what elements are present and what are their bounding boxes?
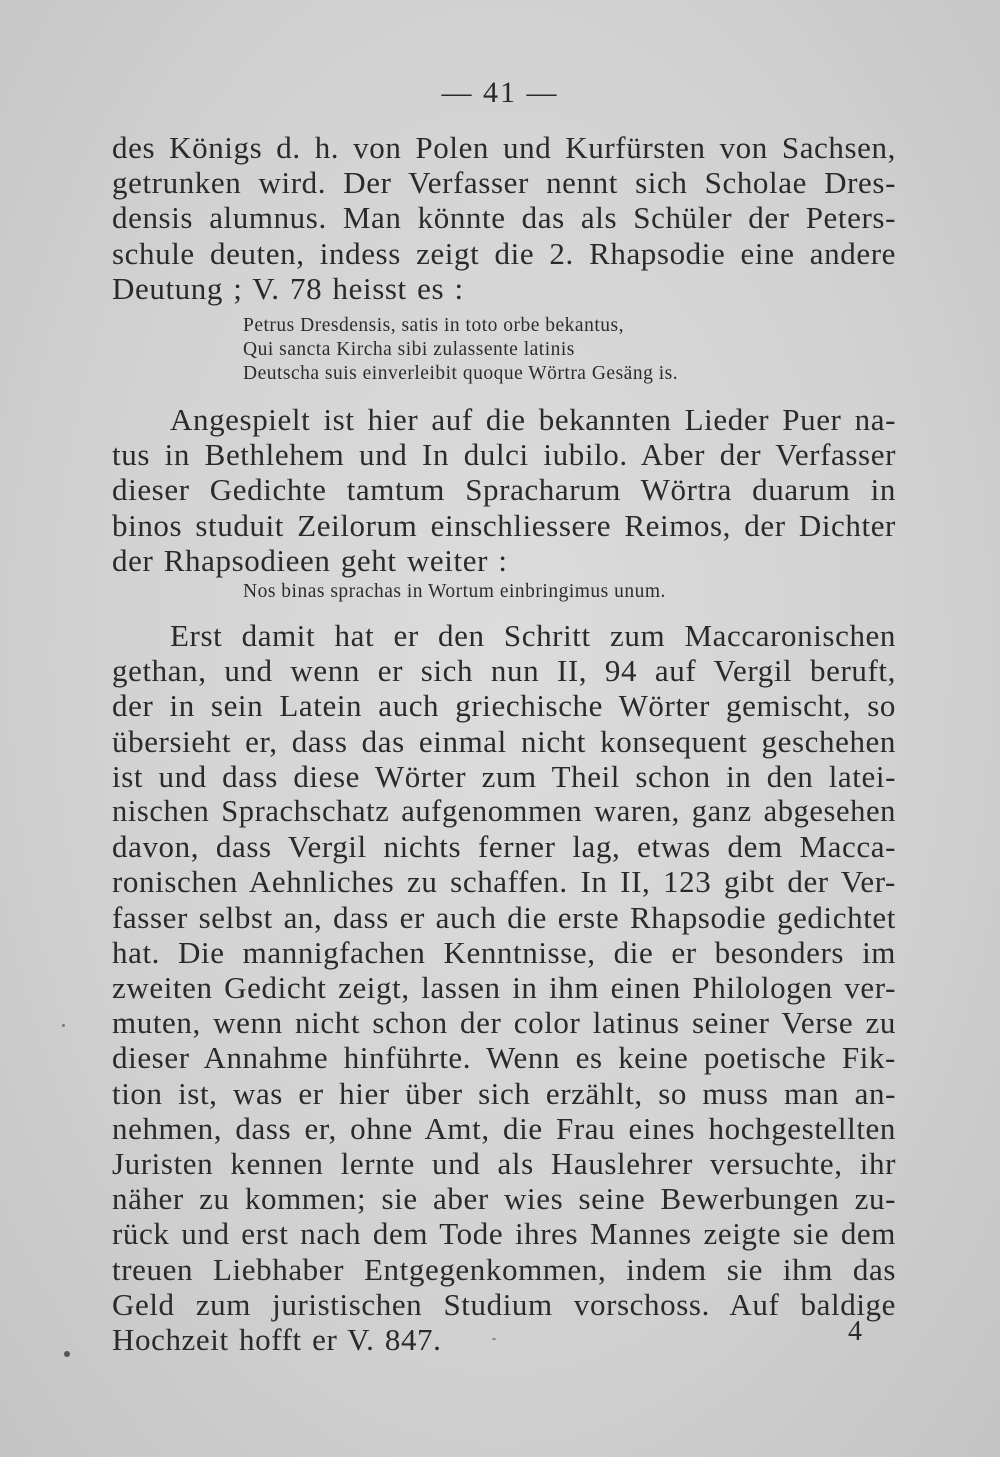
- verse-line: Petrus Dresdensis, satis in toto orbe bekantus,: [243, 315, 624, 336]
- text-line: zweiten Gedicht zeigt, lassen in ihm einen Philologen ver-: [112, 970, 896, 1006]
- verse-line: Qui sancta Kircha sibi zulassente latinis: [243, 339, 575, 360]
- text-line: schule deuten, indess zeigt die 2. Rhapsodie eine andere: [112, 235, 896, 271]
- text-line: Geld zum juristischen Studium vorschoss. Auf baldige: [112, 1286, 896, 1322]
- text-line: gethan, und wenn er sich nun II, 94 auf Vergil beruft,: [112, 653, 896, 689]
- text-line: näher zu kommen; sie aber wies seine Bewerbungen zu-: [112, 1181, 896, 1217]
- text-line: densis alumnus. Man könnte das als Schüler der Peters-: [112, 200, 896, 236]
- text-line: dieser Gedichte tamtum Spracharum Wörtra duarum in: [112, 472, 896, 508]
- text-line: Erst damit hat er den Schritt zum Maccaronischen: [170, 618, 896, 653]
- paragraph-2: [112, 402, 896, 578]
- text-line: der Rhapsodieen geht weiter :: [112, 542, 508, 578]
- paragraph-3: [112, 618, 896, 1357]
- verse-line: Nos binas sprachas in Wortum einbringimus unum.: [243, 581, 666, 602]
- text-line: fasser selbst an, dass er auch die erste Rhapsodie gedichtet: [112, 899, 896, 935]
- text-line: nischen Sprachschatz aufgenommen waren, ganz abgesehen: [112, 794, 896, 829]
- text-line: Deutung ; V. 78 heisst es :: [112, 270, 464, 306]
- text-line: des Königs d. h. von Polen und Kurfürsten von Sachsen,: [112, 130, 896, 165]
- text-line: muten, wenn nicht schon der color latinus seiner Verse zu: [112, 1005, 896, 1041]
- signature-mark: 4: [848, 1316, 862, 1347]
- text-line: treuen Liebhaber Entgegenkommen, indem sie ihm das: [112, 1251, 896, 1287]
- text-line: nehmen, dass er, ohne Amt, die Frau eines hochgestellten: [112, 1110, 896, 1146]
- text-line: Angespielt ist hier auf die bekannten Lieder Puer na-: [170, 402, 896, 437]
- paper-speck: [62, 1024, 65, 1027]
- paragraph-1: [112, 130, 896, 306]
- verse-quote-2: [243, 580, 803, 604]
- text-line: der in sein Latein auch griechische Wörter gemischt, so: [112, 688, 896, 724]
- text-line: binos studuit Zeilorum einschliessere Reimos, der Dichter: [112, 507, 896, 543]
- text-line: rück und erst nach dem Tode ihres Mannes zeigte sie dem: [112, 1216, 896, 1252]
- text-line: tion ist, was er hier über sich erzählt, so muss man an-: [112, 1075, 896, 1111]
- text-line: dieser Annahme hinführte. Wenn es keine poetische Fik-: [112, 1040, 896, 1076]
- text-line: davon, dass Vergil nichts ferner lag, etwas dem Macca-: [112, 829, 896, 865]
- paper-speck: [492, 1338, 496, 1340]
- page-number: — 41 —: [441, 76, 559, 109]
- text-line: Hochzeit hofft er V. 847.: [112, 1322, 442, 1358]
- verse-quote-1: [243, 314, 803, 386]
- text-line: ronischen Aehnliches zu schaffen. In II, 123 gibt der Ver-: [112, 864, 896, 900]
- text-line: ist und dass diese Wörter zum Theil schon in den latei-: [112, 758, 896, 794]
- verse-line: Deutscha suis einverleibit quoque Wörtra Gesäng is.: [243, 363, 679, 384]
- text-line: getrunken wird. Der Verfasser nennt sich Scholae Dres-: [112, 165, 896, 201]
- text-line: Juristen kennen lernte und als Hauslehrer versuchte, ihr: [112, 1146, 896, 1182]
- text-line: übersieht er, dass das einmal nicht konsequent geschehen: [112, 723, 896, 759]
- text-line: tus in Bethlehem und In dulci iubilo. Aber der Verfasser: [112, 437, 896, 473]
- paper-speck: [64, 1351, 70, 1357]
- text-line: hat. Die mannigfachen Kenntnisse, die er besonders im: [112, 934, 896, 970]
